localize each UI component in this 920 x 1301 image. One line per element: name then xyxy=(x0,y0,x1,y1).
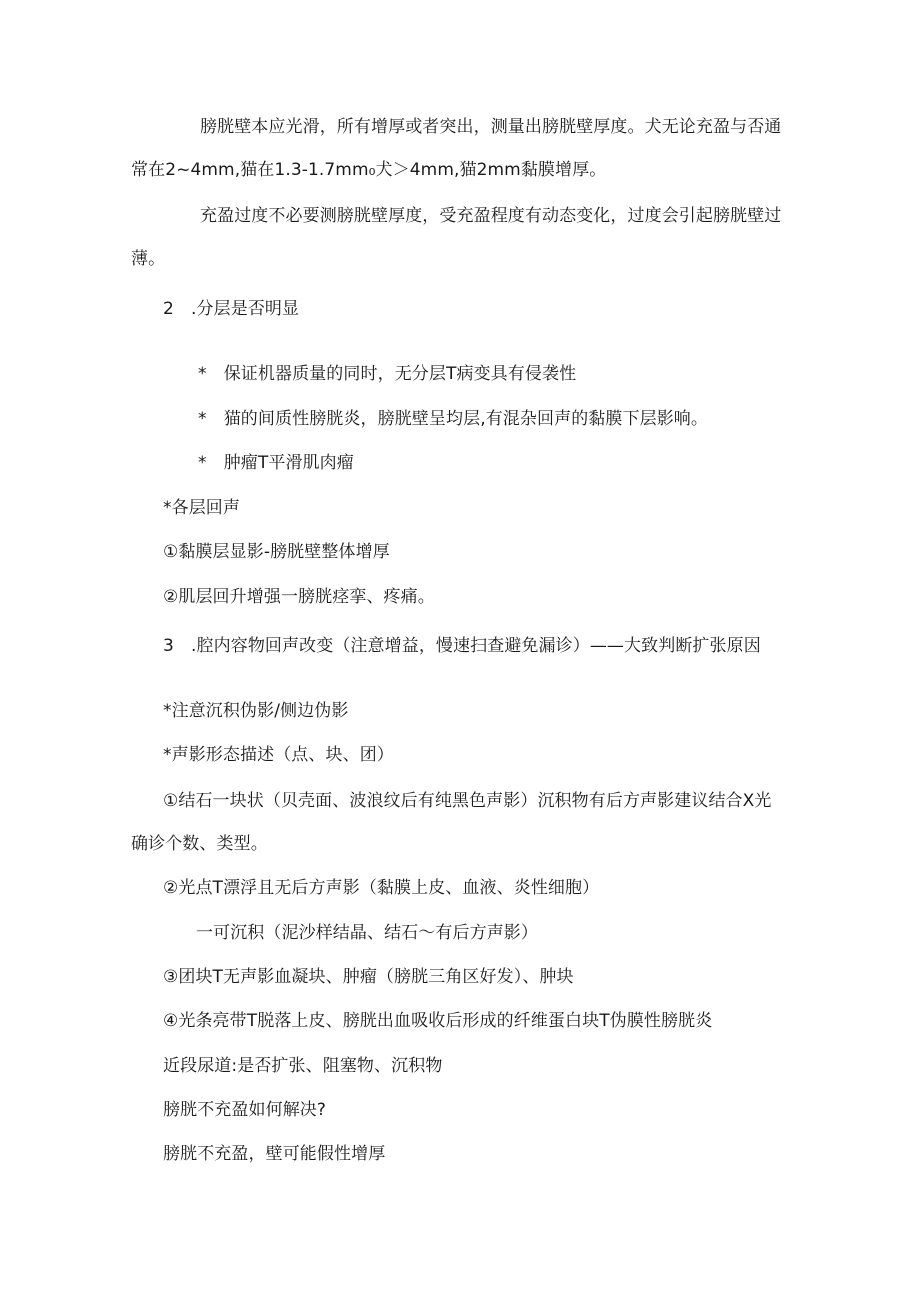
paragraph-line: *各层回声 xyxy=(163,498,240,518)
section-heading: 2 .分层是否明显 xyxy=(163,299,300,319)
section-heading: 3 .腔内容物回声改变（注意增益，慢速扫查避免漏诊）——大致判断扩张原因 xyxy=(163,636,761,656)
paragraph-line: 常在2~4mm,猫在1.3-1.7mm₀犬＞4mm,猫2mm黏膜增厚。 xyxy=(131,160,607,180)
paragraph-line: 薄。 xyxy=(131,249,166,269)
paragraph-line: ①黏膜层显影-膀胱壁整体增厚 xyxy=(163,542,390,562)
paragraph-line: ④光条亮带T脱落上皮、膀胱出血吸收后形成的纤维蛋白块T伪膜性膀胱炎 xyxy=(163,1011,713,1031)
paragraph-line: ②光点T漂浮且无后方声影（黏膜上皮、血液、炎性细胞） xyxy=(163,878,600,898)
paragraph-line: 确诊个数、类型。 xyxy=(131,834,268,854)
paragraph-line: *注意沉积伪影/侧边伪影 xyxy=(163,701,349,721)
paragraph-line: *声影形态描述（点、块、团） xyxy=(163,745,394,765)
bullet-item: * 保证机器质量的同时，无分层T病变具有侵袭性 xyxy=(198,364,577,384)
paragraph-line: 膀胱不充盈如何解决? xyxy=(163,1100,327,1120)
paragraph-line: 近段尿道:是否扩张、阻塞物、沉积物 xyxy=(163,1056,443,1076)
bullet-item: * 猫的间质性膀胱炎，膀胱壁呈均层,有混杂回声的黏膜下层影响。 xyxy=(198,409,709,429)
paragraph-line: 充盈过度不必要测膀胱壁厚度，受充盈程度有动态变化，过度会引起膀胱壁过 xyxy=(200,206,782,226)
bullet-item: * 肿瘤T平滑肌肉瘤 xyxy=(198,453,354,473)
paragraph-line: 膀胱不充盈，壁可能假性增厚 xyxy=(163,1144,386,1164)
paragraph-line: ②肌层回升增强一膀胱痉挛、疼痛。 xyxy=(163,587,435,607)
paragraph-line: ③团块T无声影血凝块、肿瘤（膀胱三角区好发）、肿块 xyxy=(163,967,574,987)
paragraph-line: 膀胱壁本应光滑，所有增厚或者突出，测量出膀胱壁厚度。犬无论充盈与否通 xyxy=(200,117,782,137)
paragraph-line: 一可沉积（泥沙样结晶、结石〜有后方声影） xyxy=(196,923,538,943)
paragraph-line: ①结石一块状（贝壳面、波浪纹后有纯黑色声影）沉积物有后方声影建议结合X光 xyxy=(163,791,772,811)
